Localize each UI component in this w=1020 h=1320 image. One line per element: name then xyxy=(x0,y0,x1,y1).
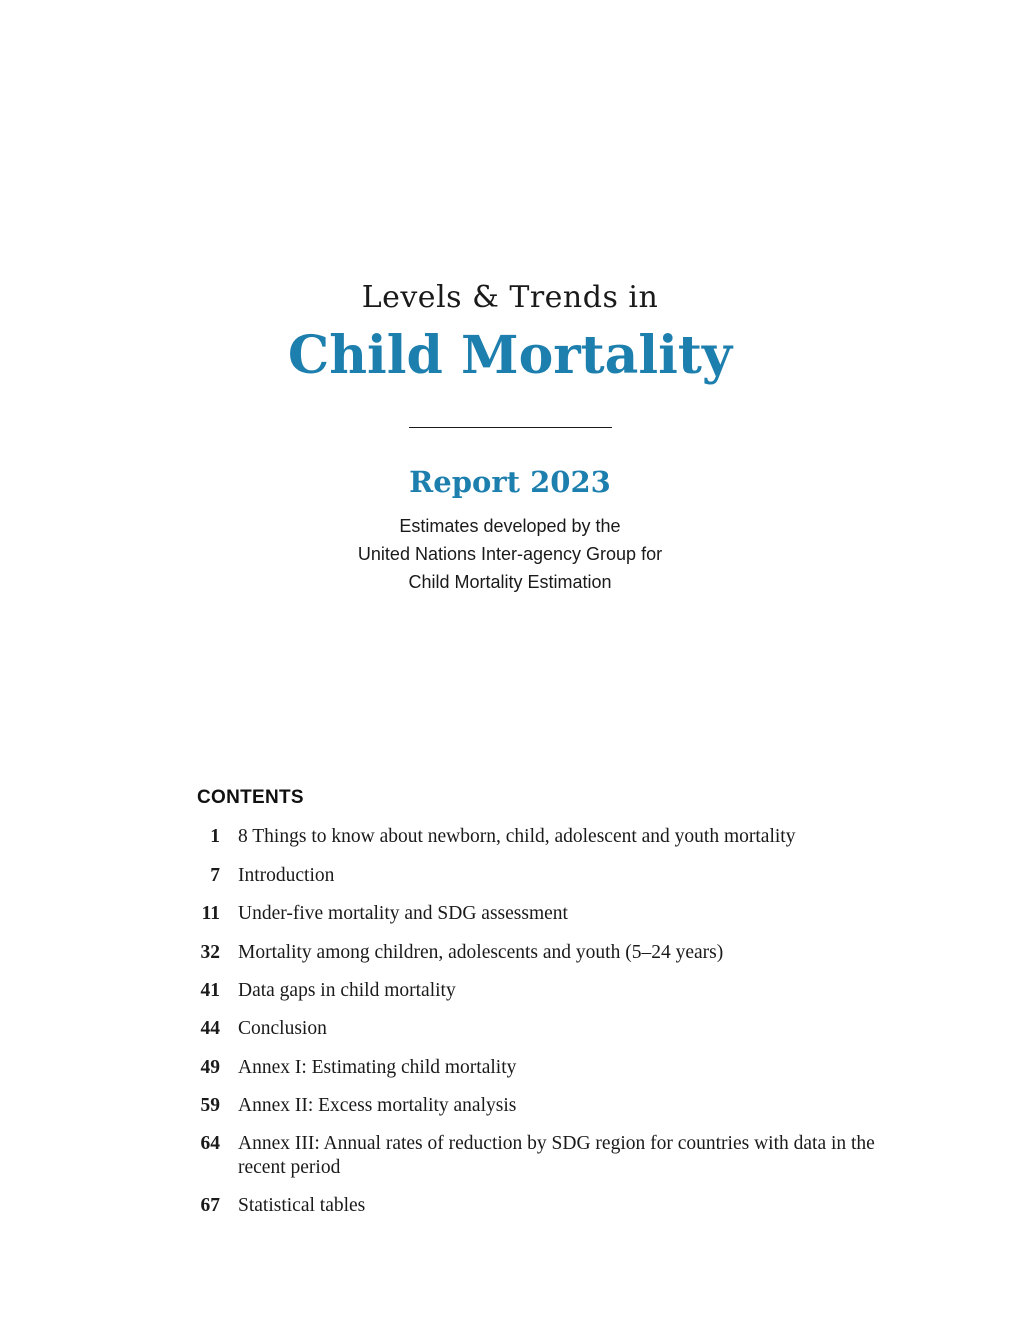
toc-item[interactable] xyxy=(190,825,910,849)
toc-page-number: 7 xyxy=(210,865,220,886)
contents-heading: CONTENTS xyxy=(197,787,304,808)
subtitle xyxy=(0,512,1020,596)
toc-item[interactable] xyxy=(190,1132,910,1180)
toc-title: Statistical tables xyxy=(238,1195,366,1216)
toc-title: Annex III: Annual rates of reduction by SDG region for countries with data in the recent period xyxy=(238,1133,875,1178)
title-divider xyxy=(409,427,612,428)
toc-item[interactable] xyxy=(190,902,910,926)
toc-page-number: 64 xyxy=(200,1133,220,1154)
toc-page-number: 11 xyxy=(201,903,220,924)
toc-title: Data gaps in child mortality xyxy=(238,980,456,1001)
subtitle-line: Estimates developed by the xyxy=(399,516,621,536)
toc-item[interactable] xyxy=(190,864,910,888)
toc-item[interactable] xyxy=(190,1194,910,1218)
title-pre: Levels & Trends in xyxy=(361,280,659,315)
toc-title: 8 Things to know about newborn, child, adolescent and youth mortality xyxy=(238,826,796,847)
toc-title: Mortality among children, adolescents and youth (5–24 years) xyxy=(238,942,724,963)
toc-page-number: 59 xyxy=(200,1095,220,1116)
toc-page-number: 44 xyxy=(200,1018,220,1039)
subtitle-line: Child Mortality Estimation xyxy=(408,572,612,592)
toc-title: Introduction xyxy=(238,865,335,886)
toc-page-number: 32 xyxy=(200,942,220,963)
toc-title: Conclusion xyxy=(238,1018,327,1039)
toc-item[interactable] xyxy=(190,979,910,1003)
toc-title: Annex I: Estimating child mortality xyxy=(238,1057,517,1078)
toc-item[interactable] xyxy=(190,1056,910,1080)
toc-item[interactable] xyxy=(190,1094,910,1118)
subtitle-line: United Nations Inter-agency Group for xyxy=(357,544,663,564)
page-title: Child Mortality xyxy=(287,325,733,386)
report-label: Report 2023 xyxy=(409,465,611,499)
toc-page-number: 41 xyxy=(200,980,220,1001)
toc-item[interactable] xyxy=(190,941,910,965)
toc-page-number: 1 xyxy=(210,826,220,847)
toc-item[interactable] xyxy=(190,1017,910,1041)
toc-page-number: 67 xyxy=(200,1195,220,1216)
toc-page-number: 49 xyxy=(200,1057,220,1078)
toc-title: Under-five mortality and SDG assessment xyxy=(238,903,568,924)
toc-title: Annex II: Excess mortality analysis xyxy=(238,1095,517,1116)
